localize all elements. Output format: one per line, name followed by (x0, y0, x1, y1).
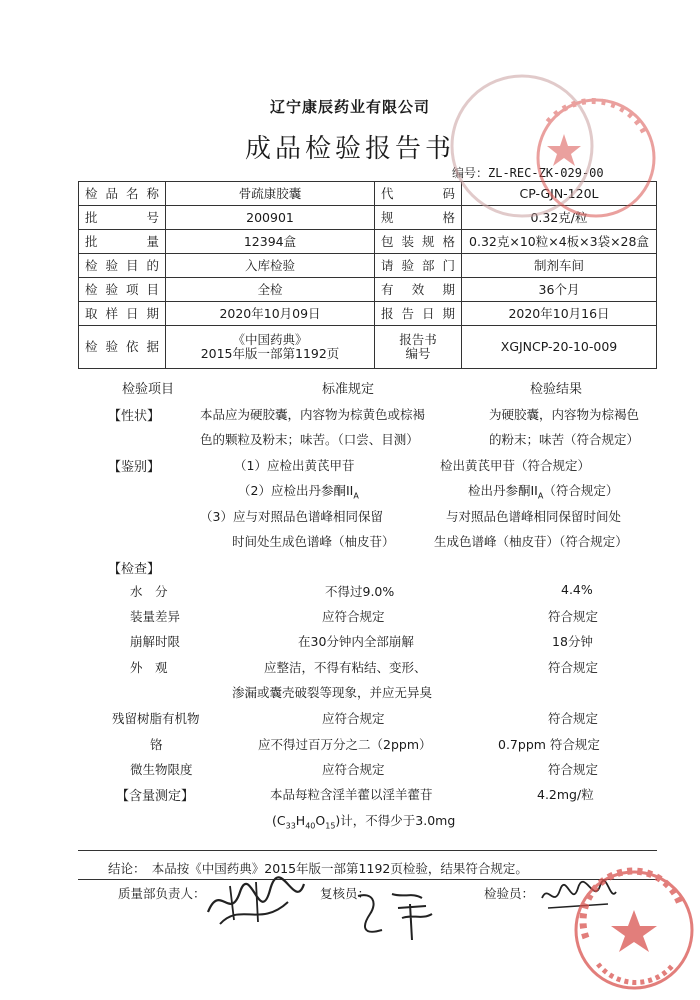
basis-line-2: 2015年版一部第1192页 (200, 346, 340, 361)
jianbie-res-2-sub: A (537, 491, 544, 501)
check-item: 微生物限度 (130, 762, 193, 777)
check-res: 4.4% (561, 582, 593, 597)
check-std: 不得过9.0% (325, 584, 395, 599)
check-std: 在30分钟内全部崩解 (298, 634, 414, 649)
formula-part: H (295, 813, 306, 828)
check-std: 渗漏或囊壳破裂等现象，并应无异臭 (232, 685, 433, 700)
label-test-items: 检验项目 (79, 278, 166, 302)
value-requesting-dept: 制剂车间 (462, 254, 657, 278)
formula-part: (C (272, 813, 286, 828)
assay-std-1: 本品每粒含淫羊藿以淫羊藿苷 (270, 787, 433, 802)
document-number: 编号：ZL-REC-ZK-029-00 (452, 166, 604, 180)
xingzhuang-res-1: 为硬胶囊，内容物为棕褐色 (489, 407, 640, 422)
check-item: 崩解时限 (130, 634, 181, 649)
label-batch-size: 批 量 (79, 230, 166, 254)
report-no-line-2: 编号 (405, 346, 431, 361)
value-report-date: 2020年10月16日 (462, 302, 657, 326)
assay-std-2 (272, 811, 455, 831)
value-purpose: 入库检验 (166, 254, 375, 278)
jianbie-std-2-sub: A (353, 491, 359, 501)
header-row (79, 254, 657, 278)
jianbie-res-1: 检出黄芪甲苷（符合规定） (440, 458, 591, 473)
header-row (79, 326, 657, 369)
jianbie-std-2-text: （2）应检出丹参酮II (238, 483, 354, 498)
formula-sub: 40 (305, 821, 316, 831)
xingzhuang-std-1: 本品应为硬胶囊，内容物为棕黄色或棕褐 (200, 407, 426, 422)
check-item: 装量差异 (130, 609, 181, 624)
jianbie-std-3b: 时间处生成色谱峰（柚皮苷） (232, 534, 395, 549)
report-title: 成品检验报告书 (244, 134, 455, 164)
check-item: 残留树脂有机物 (112, 711, 200, 726)
qa-manager-signature (200, 872, 310, 932)
value-spec: 0.32克/粒 (462, 206, 657, 230)
column-standard: 标准规定 (322, 382, 375, 397)
label-code: 代 码 (375, 182, 462, 206)
check-item: 外 观 (130, 660, 168, 675)
section-jiancha: 【检查】 (108, 562, 161, 577)
label-product-name: 检品名称 (79, 182, 166, 206)
assay-res: 4.2mg/粒 (537, 787, 594, 802)
divider-top (78, 850, 657, 851)
label-report-no (375, 326, 462, 369)
formula-sub: 15 (325, 821, 336, 831)
value-basis (166, 326, 375, 369)
inspector-label: 检验员： (484, 886, 535, 901)
value-code: CP-GJN-120L (462, 182, 657, 206)
value-product-name: 骨疏康胶囊 (166, 182, 375, 206)
reviewer-signature (352, 884, 442, 944)
section-assay: 【含量测定】 (116, 789, 195, 804)
header-row (79, 230, 657, 254)
check-std: 应符合规定 (322, 762, 385, 777)
check-std: 应不得过百万分之二（2ppm） (258, 737, 432, 752)
check-std: 应整洁，不得有粘结、变形、 (264, 660, 427, 675)
jianbie-res-2-tail: （符合规定） (543, 483, 619, 498)
conclusion-text: 结论： 本品按《中国药典》2015年版一部第1192页检验，结果符合规定。 (108, 861, 528, 876)
reviewer-label: 复核员： (320, 886, 371, 901)
header-row (79, 302, 657, 326)
column-result: 检验结果 (530, 382, 583, 397)
check-res: 18分钟 (552, 634, 593, 649)
jianbie-res-3a: 与对照品色谱峰相同保留时间处 (446, 509, 622, 524)
check-res: 符合规定 (548, 762, 599, 777)
label-packaging: 包装规格 (375, 230, 462, 254)
qa-dept-seal (568, 864, 698, 994)
value-sampling-date: 2020年10月09日 (166, 302, 375, 326)
value-batch-no: 200901 (166, 206, 375, 230)
label-purpose: 检验目的 (79, 254, 166, 278)
company-seal-top (436, 62, 658, 222)
jianbie-res-2 (468, 481, 618, 501)
jianbie-std-3a: （3）应与对照品色谱峰相同保留 (200, 509, 383, 524)
label-validity: 有效期 (375, 278, 462, 302)
label-basis: 检验依据 (79, 326, 166, 369)
formula-part: )计，不得少于3.0mg (335, 813, 456, 828)
check-std: 应符合规定 (322, 609, 385, 624)
basis-line-1: 《中国药典》 (232, 332, 308, 347)
jianbie-res-2-text: 检出丹参酮II (468, 483, 538, 498)
check-item: 铬 (150, 737, 163, 752)
xingzhuang-res-2: 的粉末；味苦（符合规定） (489, 432, 640, 447)
check-res: 0.7ppm 符合规定 (498, 737, 600, 752)
formula-sub: 33 (285, 821, 296, 831)
check-res: 符合规定 (548, 660, 599, 675)
check-std: 应符合规定 (322, 711, 385, 726)
check-res: 符合规定 (548, 711, 599, 726)
label-report-date: 报告日期 (375, 302, 462, 326)
jianbie-res-3b: 生成色谱峰（柚皮苷）（符合规定） (434, 534, 628, 549)
label-requesting-dept: 请验部门 (375, 254, 462, 278)
value-validity: 36个月 (462, 278, 657, 302)
formula-part: O (315, 813, 326, 828)
report-no-line-1: 报告书 (399, 332, 437, 347)
label-batch-no: 批 号 (79, 206, 166, 230)
value-report-no: XGJNCP-20-10-009 (462, 326, 657, 369)
jianbie-std-2 (238, 481, 359, 501)
check-item: 水 分 (130, 584, 168, 599)
qa-manager-label: 质量部负责人： (118, 886, 206, 901)
header-row (79, 278, 657, 302)
value-test-items: 全检 (166, 278, 375, 302)
check-res: 符合规定 (548, 609, 599, 624)
label-spec: 规 格 (375, 206, 462, 230)
value-packaging: 0.32克×10粒×4板×3袋×28盒 (462, 230, 657, 254)
value-batch-size: 12394盒 (166, 230, 375, 254)
column-item: 检验项目 (122, 382, 175, 397)
label-sampling-date: 取样日期 (79, 302, 166, 326)
xingzhuang-std-2: 色的颗粒及粉末；味苦。（口尝、目测） (200, 432, 419, 447)
section-xingzhuang: 【性状】 (108, 409, 161, 424)
jianbie-std-1: （1）应检出黄芪甲苷 (234, 458, 355, 473)
section-jianbie: 【鉴别】 (108, 460, 161, 475)
company-name: 辽宁康辰药业有限公司 (269, 98, 430, 116)
